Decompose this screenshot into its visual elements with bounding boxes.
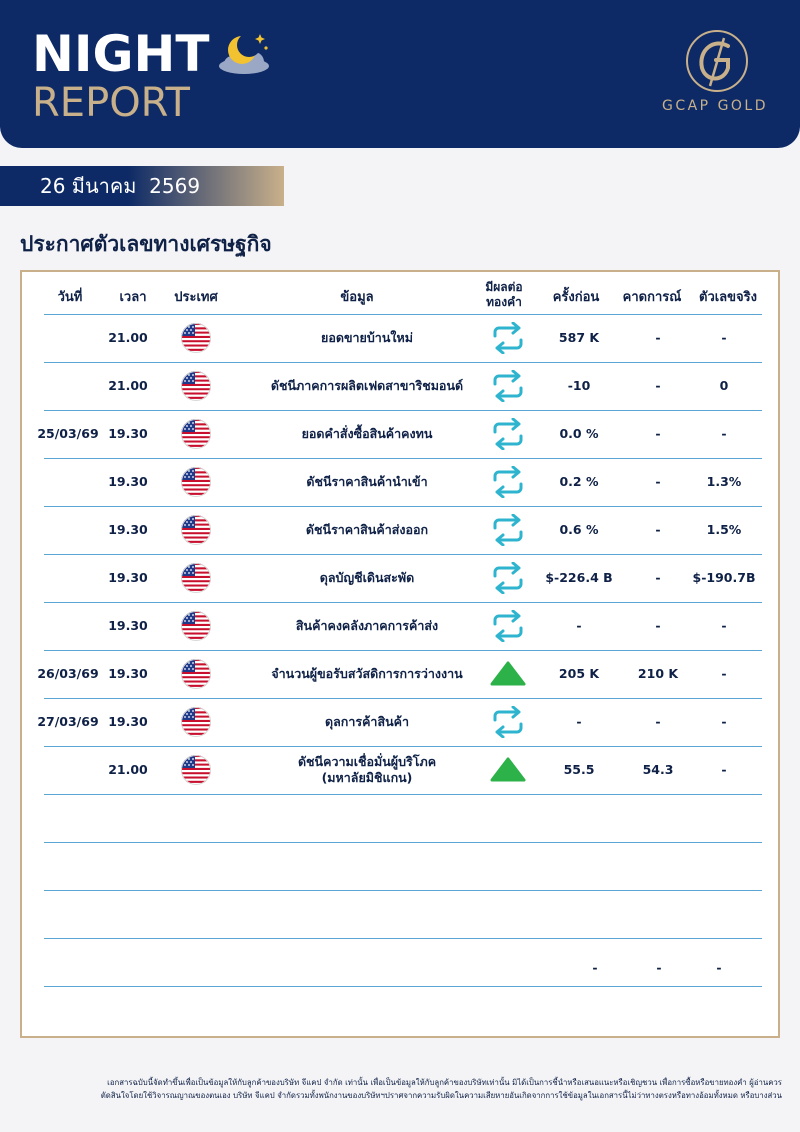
- row-time: 19.30: [108, 474, 148, 489]
- row-forecast: -: [655, 714, 661, 729]
- us-flag-icon: [181, 707, 211, 737]
- header-country: ประเทศ: [174, 290, 218, 305]
- row-actual: -: [721, 714, 727, 729]
- trailing-previous: -: [592, 960, 598, 975]
- row-time: 19.30: [108, 426, 148, 441]
- title-night: NIGHT: [32, 25, 210, 83]
- section-title: ประกาศตัวเลขทางเศรษฐกิจ: [20, 232, 272, 256]
- row-forecast: 210 K: [637, 666, 679, 681]
- row-actual: -: [721, 618, 727, 633]
- gcap-logo-icon: [684, 28, 750, 94]
- row-divider: [44, 506, 762, 507]
- header-actual: ตัวเลขจริง: [699, 290, 757, 305]
- us-flag-icon: [181, 515, 211, 545]
- row-date: 27/03/69: [37, 714, 99, 729]
- row-time: 19.30: [108, 618, 148, 633]
- row-divider: [44, 842, 762, 843]
- row-info: ดัชนีราคาสินค้าส่งออก: [305, 522, 429, 537]
- row-divider: [44, 698, 762, 699]
- brand-name: GCAP GOLD: [661, 98, 769, 114]
- refresh-cycle-icon: [489, 706, 527, 742]
- header-forecast: คาดการณ์: [622, 290, 682, 305]
- refresh-cycle-icon: [489, 610, 527, 646]
- us-flag-icon: [181, 371, 211, 401]
- row-info: ดัชนีภาคการผลิตเฟดสาขาริชมอนด์: [270, 378, 464, 393]
- row-info: ดุลการค้าสินค้า: [324, 714, 409, 729]
- us-flag-icon: [181, 659, 211, 689]
- row-info: จำนวนผู้ขอรับสวัสดิการการว่างงาน: [271, 666, 463, 681]
- row-previous: $-226.4 B: [545, 570, 613, 585]
- report-date: 26 มีนาคม 2569: [40, 174, 201, 198]
- row-previous: -: [576, 618, 582, 633]
- row-info: สินค้าคงคลังภาคการค้าส่ง: [295, 618, 439, 633]
- header-time: เวลา: [119, 290, 147, 305]
- row-previous: 587 K: [558, 330, 600, 345]
- row-previous: 0.6 %: [559, 522, 599, 537]
- row-previous: -10: [567, 378, 591, 393]
- row-forecast: -: [655, 426, 661, 441]
- row-info: ดัชนีความเชื่อมั่นผู้บริโภค: [297, 754, 437, 769]
- row-forecast: -: [655, 378, 661, 393]
- header-previous: ครั้งก่อน: [552, 290, 600, 305]
- row-actual: 1.5%: [706, 522, 742, 537]
- refresh-cycle-icon: [489, 514, 527, 550]
- row-info: ยอดคำสั่งซื้อสินค้าคงทน: [301, 426, 433, 441]
- moon-cloud-icon: [216, 28, 272, 78]
- disclaimer-line-1: เอกสารฉบับนี้จัดทำขึ้นเพื่อเป็นข้อมูลให้กับลูกค้าของบริษัท จีแคป จำกัด เท่านั้น เพื่อเป็นข้อมูลให้กับลูกค้าของบริษัทเท่านั้น มิได้เป็นการชี้นำหรือเสนอแนะหรือเชิญชวน เพื่อการซื้อหรือขายทองคำ ผู้อ่านควร: [107, 1078, 782, 1087]
- row-forecast: 54.3: [642, 762, 674, 777]
- row-actual: -: [721, 426, 727, 441]
- report-header: [0, 0, 800, 148]
- row-previous: 0.2 %: [559, 474, 599, 489]
- row-time: 19.30: [108, 570, 148, 585]
- row-forecast: -: [655, 522, 661, 537]
- row-date: 26/03/69: [37, 666, 99, 681]
- row-divider: [44, 938, 762, 939]
- row-forecast: -: [655, 330, 661, 345]
- us-flag-icon: [181, 323, 211, 353]
- row-time: 19.30: [108, 714, 148, 729]
- refresh-cycle-icon: [489, 322, 527, 358]
- row-actual: -: [721, 762, 727, 777]
- us-flag-icon: [181, 419, 211, 449]
- header-impact-line2: ทองคำ: [486, 295, 522, 309]
- row-time: 21.00: [108, 378, 148, 393]
- disclaimer-line-2: ตัดสินใจโดยใช้วิจารณญาณของตนเอง บริษัท จีแคป จำกัดรวมทั้งพนักงานของบริษัทฯปราศจากความรับผิดในความเสียหายอันเกิดจากการใช้ข้อมูลในเอกสารนี้ไม่ว่าทางตรงหรือทางอ้อมทั้งหมด หรือบางส่วน: [100, 1091, 782, 1100]
- row-forecast: -: [655, 474, 661, 489]
- row-time: 19.30: [108, 522, 148, 537]
- row-previous: 55.5: [563, 762, 595, 777]
- row-previous: 0.0 %: [559, 426, 599, 441]
- row-info: ดุลบัญชีเดินสะพัด: [319, 570, 415, 585]
- row-info: ดัชนีราคาสินค้านำเข้า: [306, 474, 428, 489]
- refresh-cycle-icon: [489, 370, 527, 406]
- row-actual: 1.3%: [706, 474, 742, 489]
- row-date: 25/03/69: [37, 426, 99, 441]
- row-divider: [44, 650, 762, 651]
- up-triangle-icon: [489, 756, 527, 788]
- row-divider: [44, 362, 762, 363]
- us-flag-icon: [181, 611, 211, 641]
- row-time: 21.00: [108, 762, 148, 777]
- row-divider: [44, 602, 762, 603]
- row-previous: 205 K: [558, 666, 600, 681]
- us-flag-icon: [181, 467, 211, 497]
- row-divider: [44, 410, 762, 411]
- us-flag-icon: [181, 755, 211, 785]
- row-divider: [44, 794, 762, 795]
- title-report: REPORT: [32, 80, 190, 126]
- economic-calendar-table: [20, 270, 780, 1038]
- header-divider: [44, 314, 762, 315]
- refresh-cycle-icon: [489, 418, 527, 454]
- trailing-forecast: -: [656, 960, 662, 975]
- row-actual: -: [721, 330, 727, 345]
- row-divider: [44, 986, 762, 987]
- header-impact-line1: มีผลต่อ: [485, 280, 523, 294]
- row-time: 19.30: [108, 666, 148, 681]
- refresh-cycle-icon: [489, 562, 527, 598]
- trailing-actual: -: [716, 960, 722, 975]
- row-info-line2: (มหาลัยมิชิแกน): [321, 770, 413, 785]
- refresh-cycle-icon: [489, 466, 527, 502]
- row-divider: [44, 746, 762, 747]
- us-flag-icon: [181, 563, 211, 593]
- row-previous: -: [576, 714, 582, 729]
- date-bar: [0, 166, 284, 206]
- row-forecast: -: [655, 618, 661, 633]
- row-time: 21.00: [108, 330, 148, 345]
- row-forecast: -: [655, 570, 661, 585]
- row-actual: -: [721, 666, 727, 681]
- row-divider: [44, 458, 762, 459]
- row-divider: [44, 554, 762, 555]
- row-actual: $-190.7B: [692, 570, 756, 585]
- row-divider: [44, 890, 762, 891]
- disclaimer: [20, 1076, 782, 1102]
- row-actual: 0: [719, 378, 729, 393]
- up-triangle-icon: [489, 660, 527, 692]
- header-date: วันที่: [57, 290, 83, 305]
- header-info: ข้อมูล: [340, 290, 374, 305]
- row-info: ยอดขายบ้านใหม่: [321, 330, 413, 345]
